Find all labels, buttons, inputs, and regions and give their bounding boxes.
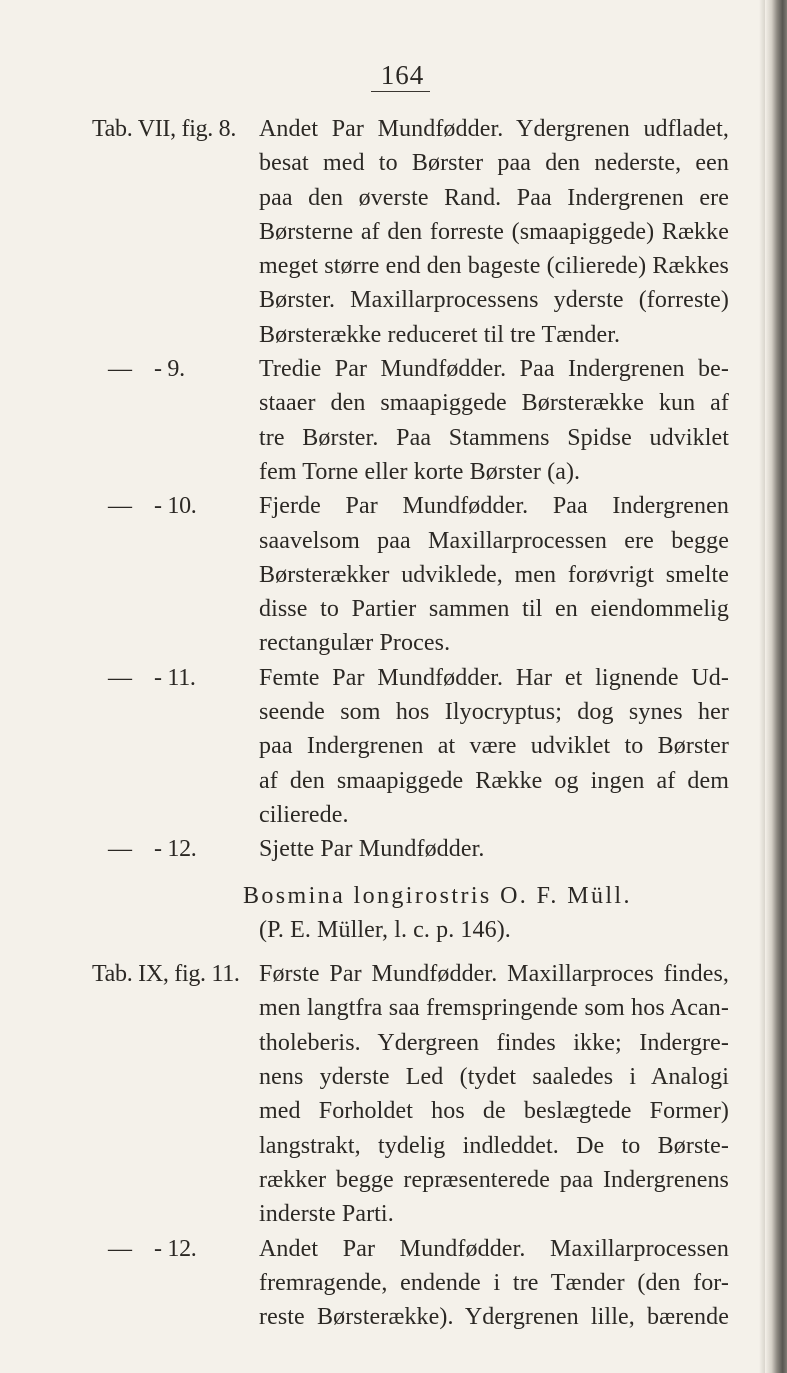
ditto-dash: — bbox=[108, 493, 132, 520]
text-line: cilierede. bbox=[259, 801, 349, 828]
text-line: Sjette Par Mundfødder. bbox=[259, 836, 485, 863]
text-line: paa Indergrenen at være udviklet to Børster bbox=[259, 733, 729, 760]
text-line: Andet Par Mundfødder. Maxillarprocessen bbox=[259, 1235, 729, 1262]
species-citation: (P. E. Müller, l. c. p. 146). bbox=[259, 916, 511, 943]
ditto-dash: — bbox=[108, 664, 132, 691]
figure-reference bbox=[108, 832, 260, 866]
text-line: meget større end den bageste (cilierede) Rækkes bbox=[259, 253, 729, 280]
text-line: med Forholdet hos de beslægtede Former) bbox=[259, 1098, 729, 1125]
text-line: seende som hos Ilyocryptus; dog synes her bbox=[259, 699, 729, 726]
figure-entry bbox=[0, 1232, 787, 1335]
figure-entry bbox=[0, 352, 787, 489]
figure-entry bbox=[0, 957, 787, 1231]
figure-entry bbox=[0, 112, 787, 352]
text-line: af den smaapiggede Række og ingen af dem bbox=[259, 767, 729, 794]
figure-reference bbox=[108, 489, 260, 523]
figure-entry bbox=[0, 661, 787, 832]
ditto-dash: — bbox=[108, 836, 132, 863]
text-line: inderste Parti. bbox=[259, 1201, 394, 1228]
figure-number: - 12. bbox=[154, 836, 197, 863]
text-line: tholeberis. Ydergreen findes ikke; Indergre- bbox=[259, 1029, 729, 1056]
figure-reference: Tab. IX, fig. 11. bbox=[92, 961, 240, 988]
text-line: staaer den smaapiggede Børsterække kun af bbox=[259, 390, 729, 417]
text-line: Femte Par Mundfødder. Har et lignende Ud- bbox=[259, 664, 729, 691]
text-line: Fjerde Par Mundfødder. Paa Indergrenen bbox=[259, 493, 729, 520]
text-line: tre Børster. Paa Stammens Spidse udviklet bbox=[259, 424, 729, 451]
text-line: fem Torne eller korte Børster (a). bbox=[259, 458, 581, 485]
text-line: men langtfra saa fremspringende som hos Acan- bbox=[259, 995, 729, 1022]
text-line: reste Børsterække). Ydergrenen lille, bærende bbox=[259, 1304, 729, 1331]
text-body bbox=[0, 112, 787, 1334]
figure-number: - 12. bbox=[154, 1235, 197, 1262]
text-line: Andet Par Mundfødder. Ydergrenen udfladet, bbox=[259, 116, 729, 142]
figure-entry bbox=[0, 489, 787, 660]
text-line: saavelsom paa Maxillarprocessen ere begge bbox=[259, 527, 729, 554]
ditto-dash: — bbox=[108, 356, 132, 383]
text-line: rækker begge repræsenterede paa Indergrenens bbox=[259, 1166, 729, 1193]
figure-reference: Tab. VII, fig. 8. bbox=[92, 116, 237, 142]
text-line: Tredie Par Mundfødder. Paa Indergrenen be- bbox=[259, 356, 729, 383]
figure-entry bbox=[0, 832, 787, 866]
figure-number: - 9. bbox=[154, 356, 185, 383]
page-number: 164 bbox=[0, 60, 787, 92]
species-heading bbox=[243, 879, 787, 948]
text-line: Første Par Mundfødder. Maxillarproces findes, bbox=[259, 961, 729, 988]
figure-reference bbox=[108, 1232, 260, 1266]
ditto-dash: — bbox=[108, 1235, 132, 1262]
text-line: Børsterækker udviklede, men forøvrigt smelte bbox=[259, 561, 729, 588]
text-line: disse to Partier sammen til en eiendommelig bbox=[259, 596, 729, 623]
text-line: Børsterne af den forreste (smaapiggede) Række bbox=[259, 218, 729, 245]
text-line: nens yderste Led (tydet saaledes i Analogi bbox=[259, 1064, 729, 1091]
figure-reference bbox=[108, 661, 260, 695]
species-name: Bosmina longirostris O. F. Müll. bbox=[243, 882, 632, 909]
figure-reference bbox=[108, 352, 260, 386]
text-line: Børster. Maxillarprocessens yderste (forreste) bbox=[259, 287, 729, 314]
figure-number: - 11. bbox=[154, 664, 196, 691]
text-line: besat med to Børster paa den nederste, een bbox=[259, 150, 729, 177]
page-edge bbox=[765, 0, 787, 1373]
text-line: langstrakt, tydelig indleddet. De to Børste- bbox=[259, 1132, 729, 1159]
text-line: paa den øverste Rand. Paa Indergrenen ere bbox=[259, 184, 729, 211]
text-line: rectangulær Proces. bbox=[259, 630, 451, 657]
figure-number: - 10. bbox=[154, 493, 197, 520]
text-line: Børsterække reduceret til tre Tænder. bbox=[259, 321, 621, 348]
text-line: fremragende, endende i tre Tænder (den for- bbox=[259, 1269, 729, 1296]
